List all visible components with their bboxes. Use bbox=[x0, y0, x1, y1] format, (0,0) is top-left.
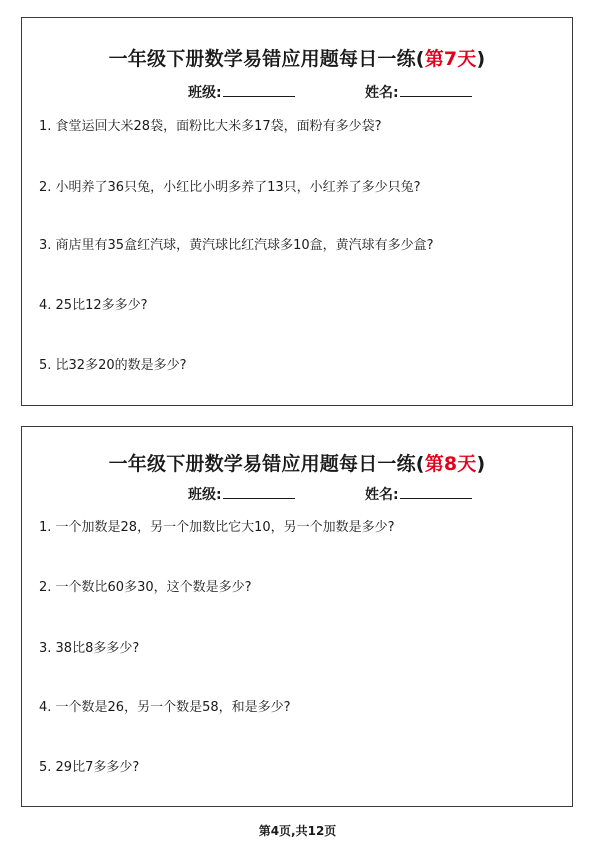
title-close: ) bbox=[476, 48, 486, 70]
title-main: 一年级下册数学易错应用题每日一练( bbox=[108, 453, 425, 475]
name-label: 姓名: bbox=[365, 487, 399, 503]
title-day: 第7天 bbox=[424, 48, 477, 70]
class-field bbox=[188, 82, 295, 102]
class-field bbox=[188, 484, 295, 504]
name-label: 姓名: bbox=[365, 85, 399, 101]
worksheet-title bbox=[22, 449, 572, 476]
question-item: 3. 38比8多多少? bbox=[39, 641, 140, 656]
question-item: 4. 25比12多多少? bbox=[39, 298, 148, 313]
name-blank-line[interactable] bbox=[400, 484, 472, 499]
class-blank-line[interactable] bbox=[223, 82, 295, 97]
title-main: 一年级下册数学易错应用题每日一练( bbox=[108, 48, 425, 70]
worksheet-day-8 bbox=[21, 426, 573, 807]
worksheet-day-7 bbox=[21, 17, 573, 406]
page-number: 第4页,共12页 bbox=[258, 824, 337, 838]
question-item: 5. 29比7多多少? bbox=[39, 760, 140, 775]
question-item: 2. 一个数比60多30，这个数是多少? bbox=[39, 580, 252, 595]
title-close: ) bbox=[476, 453, 486, 475]
name-field bbox=[365, 82, 472, 102]
question-item: 1. 食堂运回大米28袋，面粉比大米多17袋，面粉有多少袋? bbox=[39, 119, 382, 134]
question-item: 3. 商店里有35盒红汽球，黄汽球比红汽球多10盒，黄汽球有多少盒? bbox=[39, 238, 434, 253]
question-item: 2. 小明养了36只兔，小红比小明多养了13只，小红养了多少只兔? bbox=[39, 180, 421, 195]
question-item: 5. 比32多20的数是多少? bbox=[39, 358, 187, 373]
question-item: 4. 一个数是26，另一个数是58，和是多少? bbox=[39, 700, 291, 715]
class-blank-line[interactable] bbox=[223, 484, 295, 499]
title-day: 第8天 bbox=[424, 453, 477, 475]
question-item: 1. 一个加数是28，另一个加数比它大10，另一个加数是多少? bbox=[39, 520, 395, 535]
class-label: 班级: bbox=[188, 85, 222, 101]
name-blank-line[interactable] bbox=[400, 82, 472, 97]
worksheet-title bbox=[22, 44, 572, 71]
class-label: 班级: bbox=[188, 487, 222, 503]
name-field bbox=[365, 484, 472, 504]
